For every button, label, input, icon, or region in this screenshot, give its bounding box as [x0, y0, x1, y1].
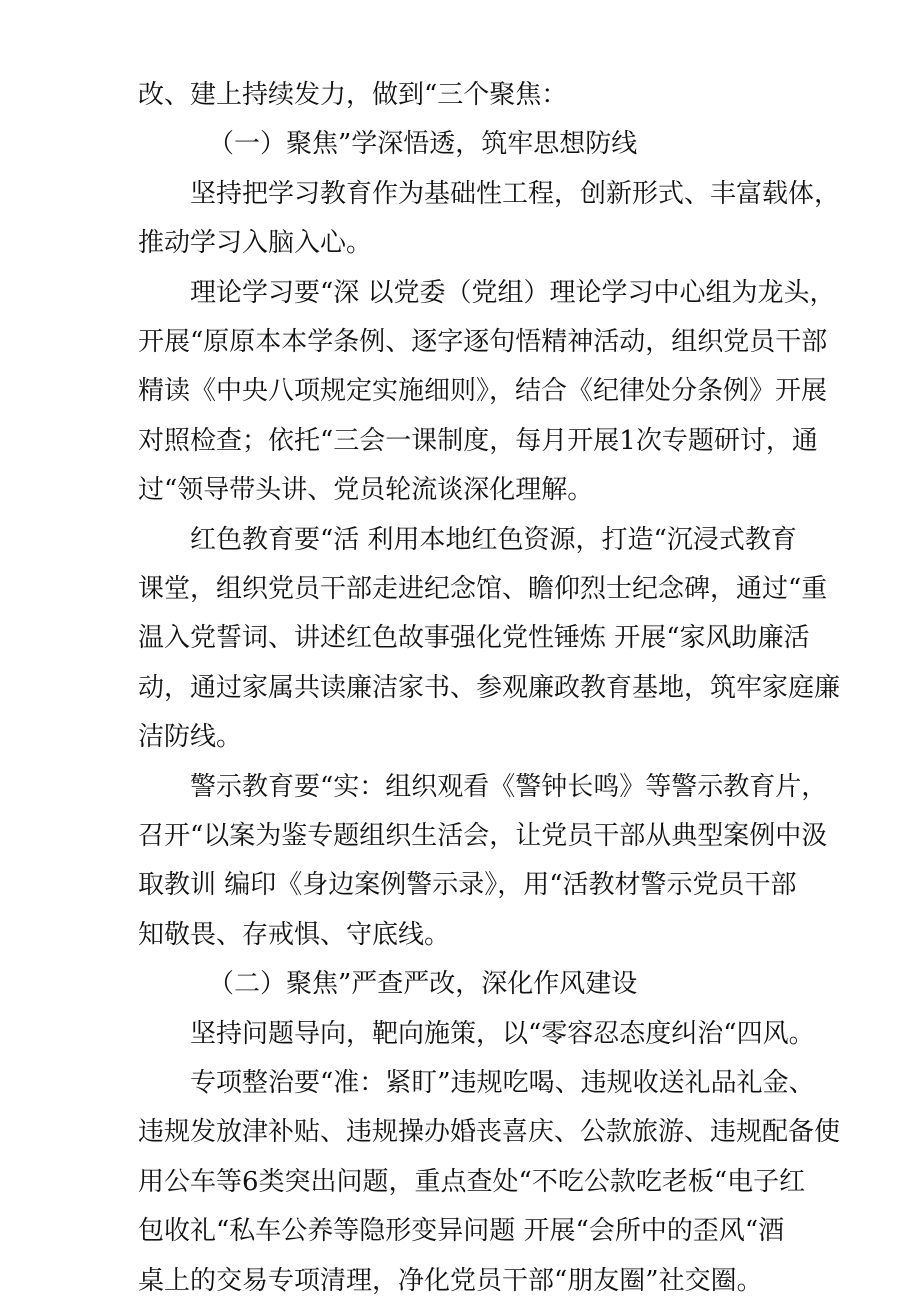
paragraph-line: 对照检查；依托“三会一课制度，每月开展1次专题研讨，通: [138, 425, 818, 456]
paragraph-line: 知敬畏、存戒惧、守底线。: [138, 919, 451, 950]
paragraph-line: 推动学习入脑入心。: [138, 228, 373, 259]
paragraph-line: 警示教育要“实：组织观看《警钟长鸣》等警示教育片，: [190, 771, 828, 802]
paragraph-line: 专项整治要“准：紧盯”违规吃喝、违规收送礼品礼金、: [190, 1068, 815, 1098]
paragraph-line: 开展“原原本本学条例、逐字逐句悟精神活动，组织党员干部: [138, 327, 828, 357]
paragraph-line: 理论学习要“深 以党委（党组）理论学习中心组为龙头，: [190, 277, 836, 308]
paragraph-line: 温入党誓词、讲述红色故事强化党性锤炼 开展“家风助廉活: [138, 623, 810, 654]
paragraph-line: 包收礼“私车公养等隐形变异问题 开展“会所中的歪风“酒: [138, 1216, 785, 1247]
paragraph-line: 桌上的交易专项清理，净化党员干部“朋友圈”社交圈。: [138, 1265, 763, 1296]
paragraph-line: 红色教育要“活 利用本地红色资源，打造“沉浸式教育: [190, 524, 797, 555]
paragraph-line: 用公车等6类突出问题，重点查处“不吃公款吃老板“电子红: [138, 1166, 806, 1197]
paragraph-line: 改、建上持续发力，做到“三个聚焦：: [138, 80, 568, 110]
paragraph-line: 课堂，组织党员干部走进纪念馆、瞻仰烈士纪念碑，通过“重: [138, 574, 828, 604]
paragraph-line: 召开“以案为鉴专题组织生活会，让党员干部从典型案例中汲: [138, 821, 828, 851]
paragraph-line: 洁防线。: [138, 722, 243, 753]
paragraph-line: 动，通过家属共读廉洁家书、参观廉政教育基地，筑牢家庭廉: [138, 672, 841, 703]
section-heading-2: （二）聚焦”严查严改，深化作风建设: [208, 969, 638, 1000]
paragraph-line: 坚持问题导向，靶向施策，以“零容忍态度纠治“四风。: [190, 1018, 815, 1049]
paragraph-line: 取教训 编印《身边案例警示录》，用“活教材警示党员干部: [138, 870, 797, 901]
section-heading-1: （一）聚焦”学深悟透，筑牢思想防线: [208, 129, 638, 160]
paragraph-line: 精读《中央八项规定实施细则》，结合《纪律处分条例》开展: [138, 376, 828, 407]
paragraph-line: 违规发放津补贴、违规操办婚丧喜庆、公款旅游、违规配备使: [138, 1117, 841, 1148]
paragraph-line: 坚持把学习教育作为基础性工程，创新形式、丰富载体，: [190, 178, 841, 209]
paragraph-line: 过“领导带头讲、党员轮流谈深化理解。: [138, 475, 594, 506]
